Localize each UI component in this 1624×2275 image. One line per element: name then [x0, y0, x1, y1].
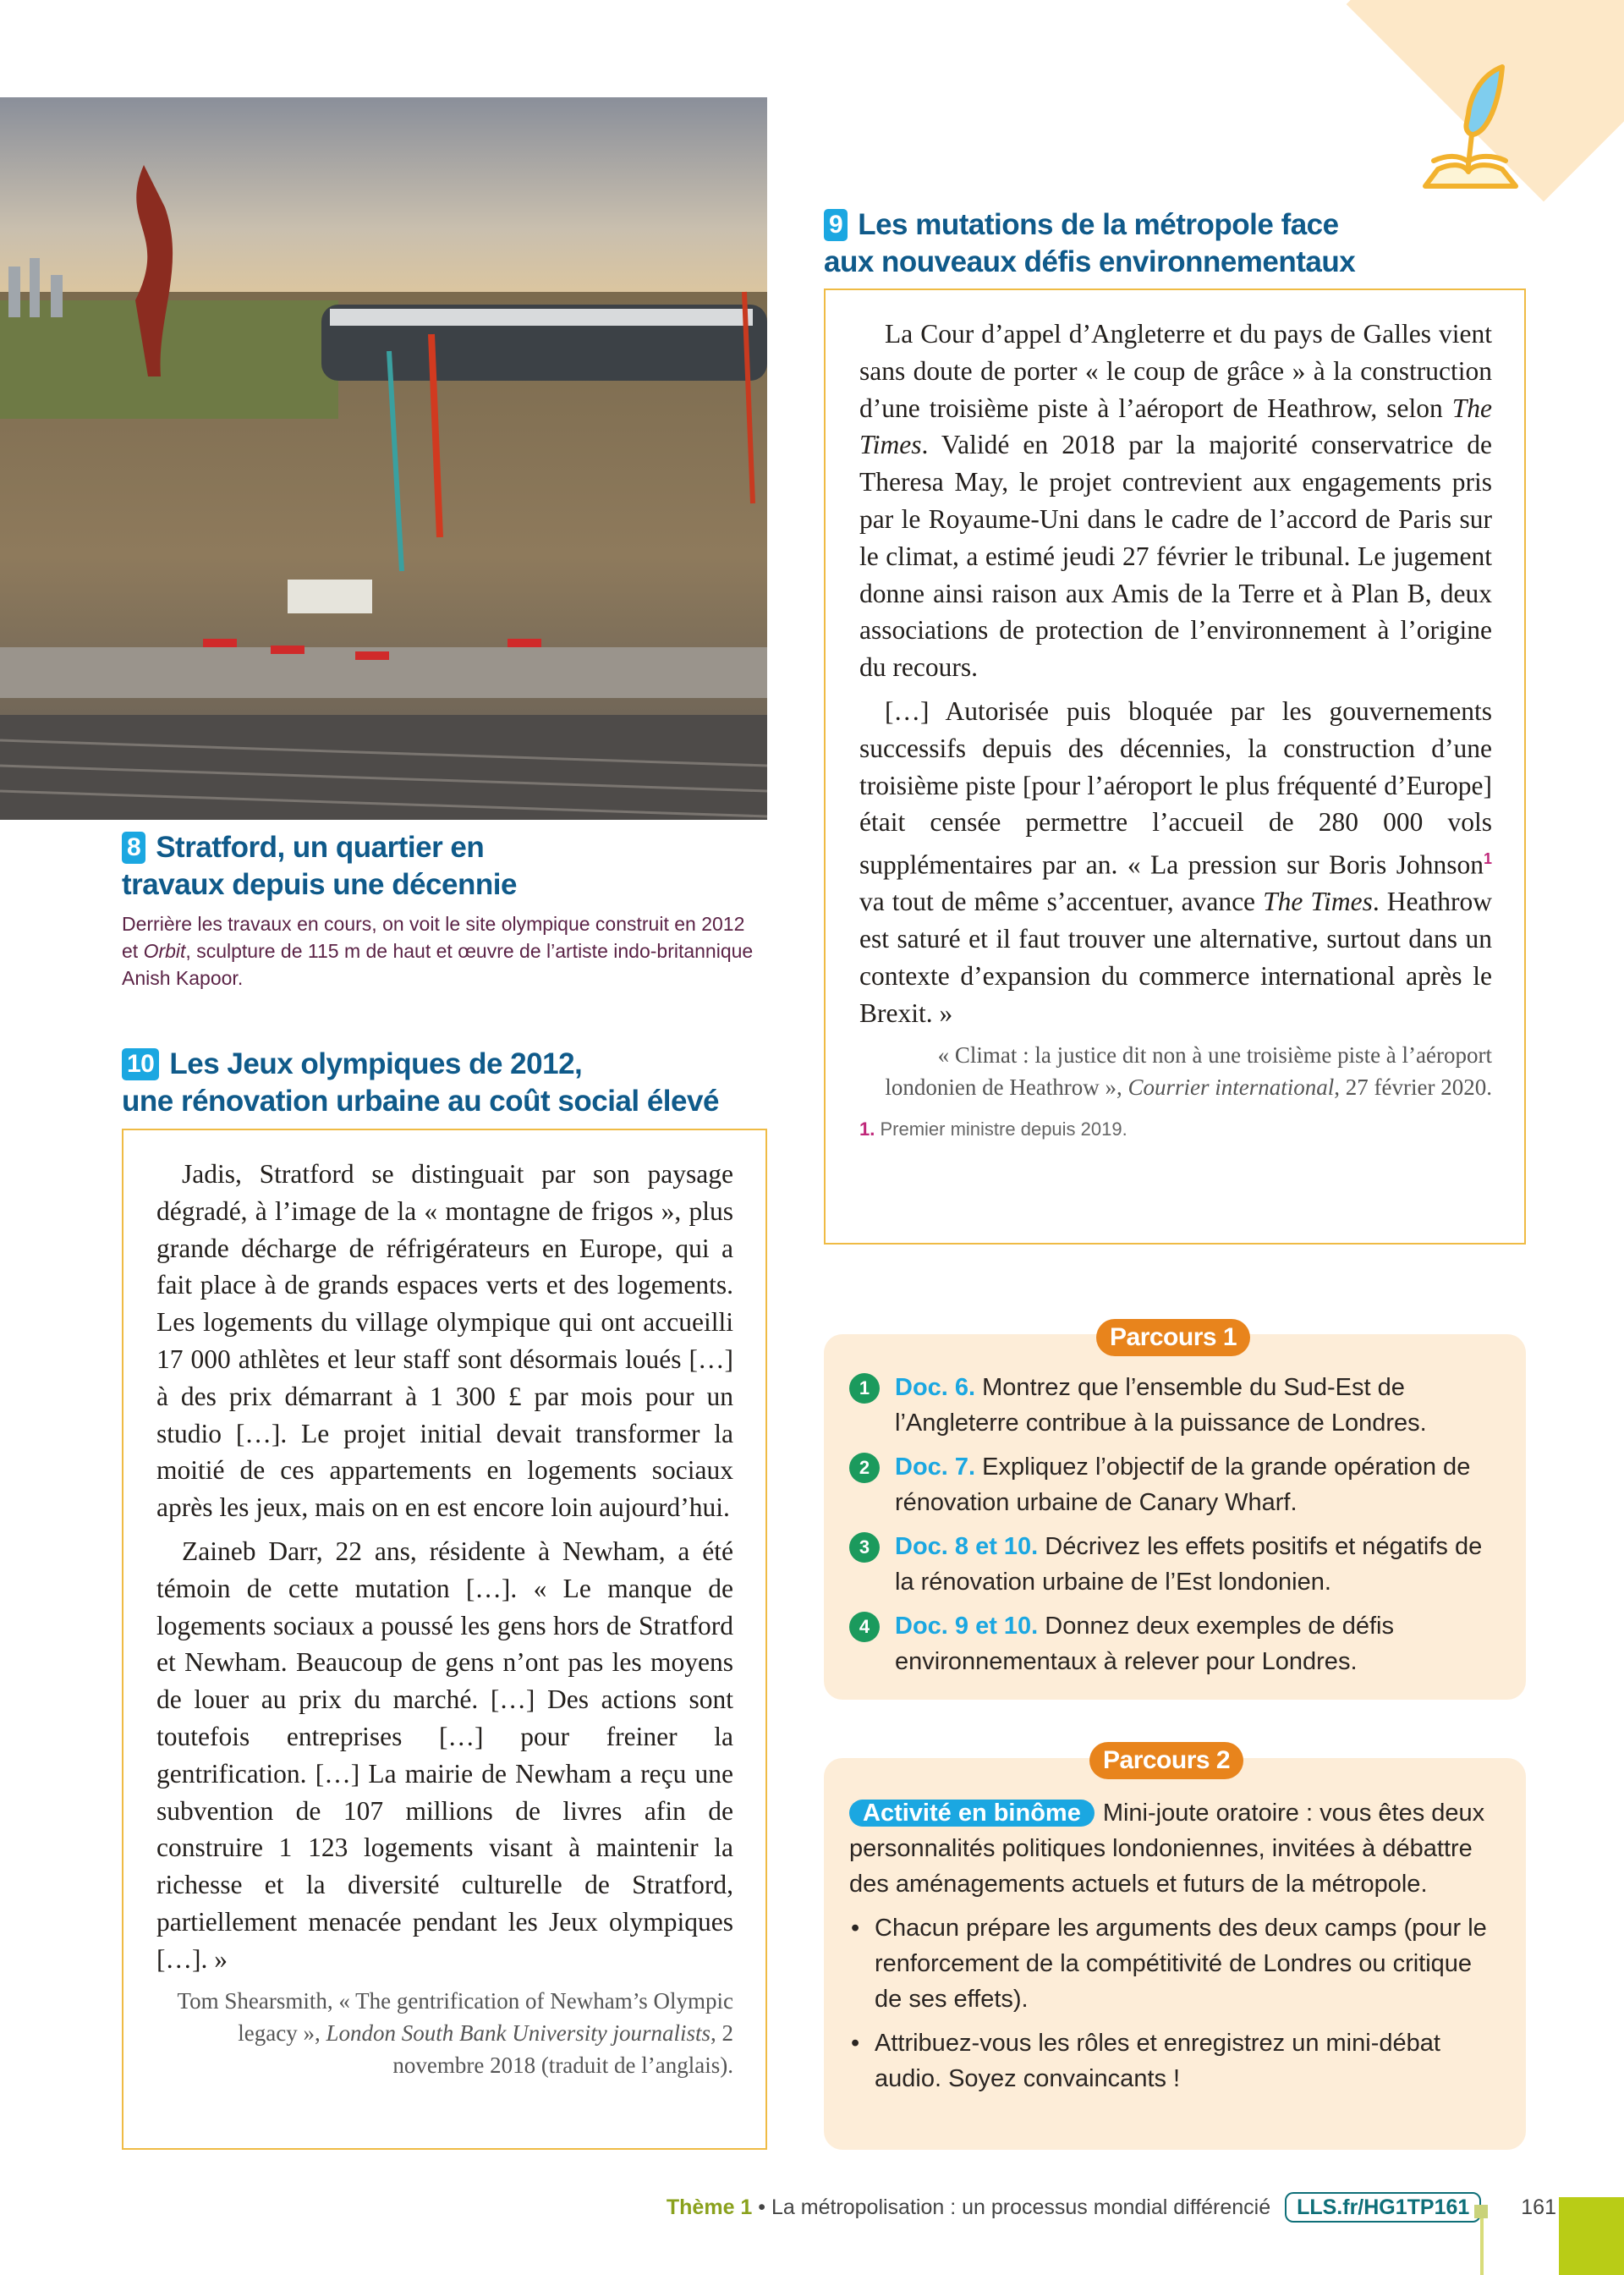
doc9-body	[859, 316, 1492, 1032]
separator: •	[752, 2195, 771, 2219]
task-doc-reference: Doc. 8 et 10.	[895, 1533, 1039, 1560]
footnote-text: Premier ministre depuis 2019.	[875, 1118, 1127, 1140]
doc10-title-line1: Les Jeux olympiques de 2012,	[169, 1047, 583, 1080]
task-number: 1	[849, 1373, 880, 1404]
doc10-title	[122, 1046, 798, 1120]
caption-text: , sculpture de 115 m de haut et œuvre de l’artiste indo-britannique Anish Kapoor.	[122, 940, 754, 989]
doc9-title-line2: aux nouveaux défis environnementaux	[824, 245, 1356, 278]
parcours-2-intro	[849, 1795, 1501, 1902]
source-text: « Climat : la justice dit non à une troisième piste à l’aéroport londonien de Heathrow »,	[885, 1041, 1492, 1100]
parcours-2-label: Parcours 2	[1089, 1742, 1243, 1779]
text: . Validé en 2018 par la majorité conservatrice de Theresa May, le projet contrevient aux engagements pris par le Royaume-Uni dans le cadre de l’accord de Paris sur le climat, a estimé jeudi 27 février le tribunal. Le jugement donne ainsi raison aux Amis de la Terre et à Plan B, deux associations de protection de l’environnement à l’origine du recours.	[859, 430, 1492, 683]
doc-number-badge: 10	[122, 1048, 159, 1080]
doc10-source	[156, 1985, 733, 2081]
doc9-paragraph-1	[859, 316, 1492, 686]
activity-intro: Mini-joute oratoire : vous êtes deux personnalités politiques londoniennes, invitées à débattre des aménagements actuels et futurs de la métropole.	[849, 1800, 1485, 1898]
task-text: Montrez que l’ensemble du Sud-Est de l’Angleterre contribue à la puissance de Londres.	[895, 1374, 1427, 1437]
doc9-text-box	[824, 288, 1526, 1245]
text: […] Autorisée puis bloquée par les gouvernements successifs depuis des décennies, la construction d’une troisième piste [pour l’aéroport le plus fréquenté d’Europe] était censée permettre l’accueil de 280 000 vols supplémentaires par an. « La pression sur Boris Johnson	[859, 695, 1492, 880]
text: La Cour d’appel d’Angleterre et du pays de Galles vient sans doute de porter « le coup de grâce » à la construction d’une troisième piste à l’aéroport de Heathrow, selon	[859, 319, 1492, 423]
doc9-source	[859, 1039, 1492, 1103]
task-doc-reference: Doc. 6.	[895, 1374, 976, 1401]
source-text: , 27 février 2020.	[1334, 1074, 1492, 1100]
doc-number-badge: 8	[122, 832, 145, 864]
source-text: Tom Shearsmith, « The gentrification of Newham’s Olympic legacy »,	[177, 1987, 733, 2046]
source-text: , 2 novembre 2018 (traduit de l’anglais).	[392, 2019, 733, 2078]
task-item	[849, 1370, 1501, 1441]
parcours-1-tasks	[849, 1370, 1501, 1679]
page-footer	[592, 2190, 1556, 2224]
task-text: Donnez deux exemples de défis environnementaux à relever pour Londres.	[895, 1613, 1395, 1675]
doc10-title-line2: une rénovation urbaine au coût social élevé	[122, 1085, 719, 1118]
footnote-number: 1.	[859, 1118, 875, 1140]
footnote-reference: 1	[1483, 850, 1492, 868]
parcours-2-panel	[824, 1758, 1526, 2150]
parcours-1-label: Parcours 1	[1096, 1319, 1250, 1356]
text: va tout de même s’accentuer, avance	[859, 887, 1264, 917]
newspaper-title: The Times	[859, 393, 1492, 460]
doc8-title	[122, 829, 765, 904]
doc10-text-box	[122, 1129, 767, 2150]
theme-label: Thème 1	[666, 2195, 753, 2219]
newspaper-title: The Times	[1263, 887, 1373, 917]
activity-bullet: • Attribuez-vous les rôles et enregistrez un mini-débat audio. Soyez convaincants !	[849, 2025, 1501, 2096]
parcours-1-panel	[824, 1334, 1526, 1700]
page-number: 161	[1521, 2195, 1556, 2219]
task-doc-reference: Doc. 7.	[895, 1453, 976, 1481]
task-number: 4	[849, 1612, 880, 1642]
activity-bullet: • Chacun prépare les arguments des deux camps (pour le renforcement de la compétitivité de Londres ou critique de ses effets).	[849, 1910, 1501, 2017]
doc10-body	[156, 1156, 733, 1978]
text: . Heathrow est saturé et il faut trouver une alternative, surtout dans un contexte d’expansion du commerce international après le Brexit. »	[859, 887, 1492, 1028]
doc-number-badge: 9	[824, 209, 848, 241]
pair-activity-tag: Activité en binôme	[849, 1800, 1095, 1827]
task-doc-reference: Doc. 9 et 10.	[895, 1613, 1039, 1640]
source-publication: Courrier international	[1127, 1074, 1335, 1100]
task-item	[849, 1608, 1501, 1679]
task-number: 3	[849, 1532, 880, 1563]
doc9-paragraph-2	[859, 693, 1492, 1032]
doc8-title-line1: Stratford, un quartier en	[156, 831, 485, 864]
doc10-paragraph-2: Zaineb Darr, 22 ans, résidente à Newham, a été témoin de cette mutation […]. « Le manque de logements sociaux a poussé les gens hors de Stratford et Newham. Beaucoup de gens n’ont pas les moyens de louer au prix du marché. […] Des actions sont toutefois entreprises […] pour freiner la gentrification. […] La mairie de Newham a reçu une subvention de 107 millions de livres afin de construire 1 123 logements visant à maintenir la richesse et la diversité culturelle de Stratford, partiellement menacée pendant les Jeux olympiques […]. »	[156, 1536, 733, 1974]
task-text: Expliquez l’objectif de la grande opération de rénovation urbaine de Canary Wharf.	[895, 1453, 1471, 1516]
online-resource-link[interactable]: LLS.fr/HG1TP161	[1285, 2192, 1481, 2223]
caption-text: Derrière les travaux en cours, on voit le site olympique construit en 2012 et	[122, 913, 745, 962]
source-publication: London South Bank University journalists	[326, 2019, 710, 2046]
doc9-title	[824, 206, 1517, 281]
stratford-construction-photo	[0, 97, 767, 820]
task-text: Décrivez les effets positifs et négatifs de la rénovation urbaine de l’Est londonien.	[895, 1533, 1483, 1596]
task-number: 2	[849, 1453, 880, 1483]
task-item	[849, 1449, 1501, 1520]
theme-title: La métropolisation : un processus mondial différencié	[771, 2195, 1271, 2219]
quill-book-icon	[1421, 63, 1548, 190]
doc10-paragraph-1: Jadis, Stratford se distinguait par son paysage dégradé, à l’image de la « montagne de frigos », plus grande décharge de réfrigérateurs en Europe, qui a fait place à de grands espaces verts et des logements. Les logements du village olympique qui ont accueilli 17 000 athlètes et leur staff sont désormais loués […] à des prix démarrant à 1 300 £ par mois pour un studio […]. Le projet initial devait transformer la moitié de ces appartements en logements sociaux après les jeux, mais on en est encore loin aujourd’hui.	[156, 1159, 733, 1523]
caption-artwork-title: Orbit	[143, 940, 186, 962]
doc8-title-line2: travaux depuis une décennie	[122, 868, 517, 901]
footer-marker	[1474, 2205, 1488, 2218]
doc8-caption	[122, 910, 765, 992]
page-corner-tab	[1559, 2197, 1624, 2275]
doc9-footnote	[859, 1118, 1492, 1140]
task-item	[849, 1529, 1501, 1600]
doc9-title-line1: Les mutations de la métropole face	[858, 208, 1339, 241]
